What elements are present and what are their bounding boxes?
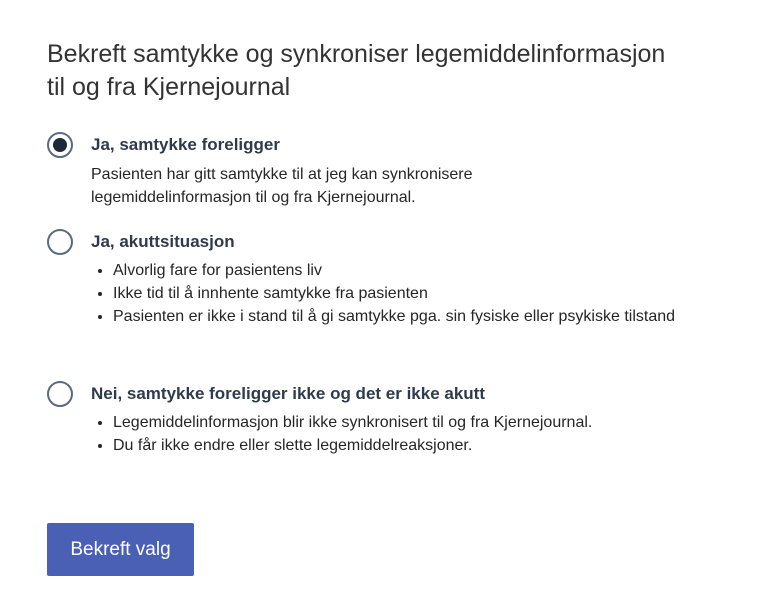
list-item: • Alvorlig fare for pasientens liv (113, 259, 693, 282)
option-bullet-list (91, 259, 693, 328)
option-label[interactable]: Ja, akuttsituasjon (91, 232, 235, 251)
list-item: • Ikke tid til å innhente samtykke fra pasienten (113, 282, 693, 305)
option-description: Pasienten har gitt samtykke til at jeg kan synkronisere legemiddelinformasjon til og fra Kjernejournal. (91, 166, 473, 206)
list-item: • Du får ikke endre eller slette legemiddelreaksjoner. (113, 434, 633, 457)
confirm-button[interactable]: Bekreft valg (47, 523, 194, 576)
option-label[interactable]: Nei, samtykke foreligger ikke og det er ikke akutt (91, 384, 485, 403)
radio-consent-given[interactable] (47, 132, 73, 158)
option-bullet-list (91, 411, 633, 457)
list-item: • Legemiddelinformasjon blir ikke synkronisert til og fra Kjernejournal. (113, 411, 633, 434)
dialog-title: Bekreft samtykke og synkroniser legemiddelinformasjon til og fra Kjernejournal (47, 40, 666, 101)
radio-emergency[interactable] (47, 229, 73, 255)
option-label[interactable]: Ja, samtykke foreligger (91, 135, 280, 154)
list-item: • Pasienten er ikke i stand til å gi samtykke pga. sin fysiske eller psykiske tilstand (113, 305, 693, 328)
radio-no-consent[interactable] (47, 381, 73, 407)
